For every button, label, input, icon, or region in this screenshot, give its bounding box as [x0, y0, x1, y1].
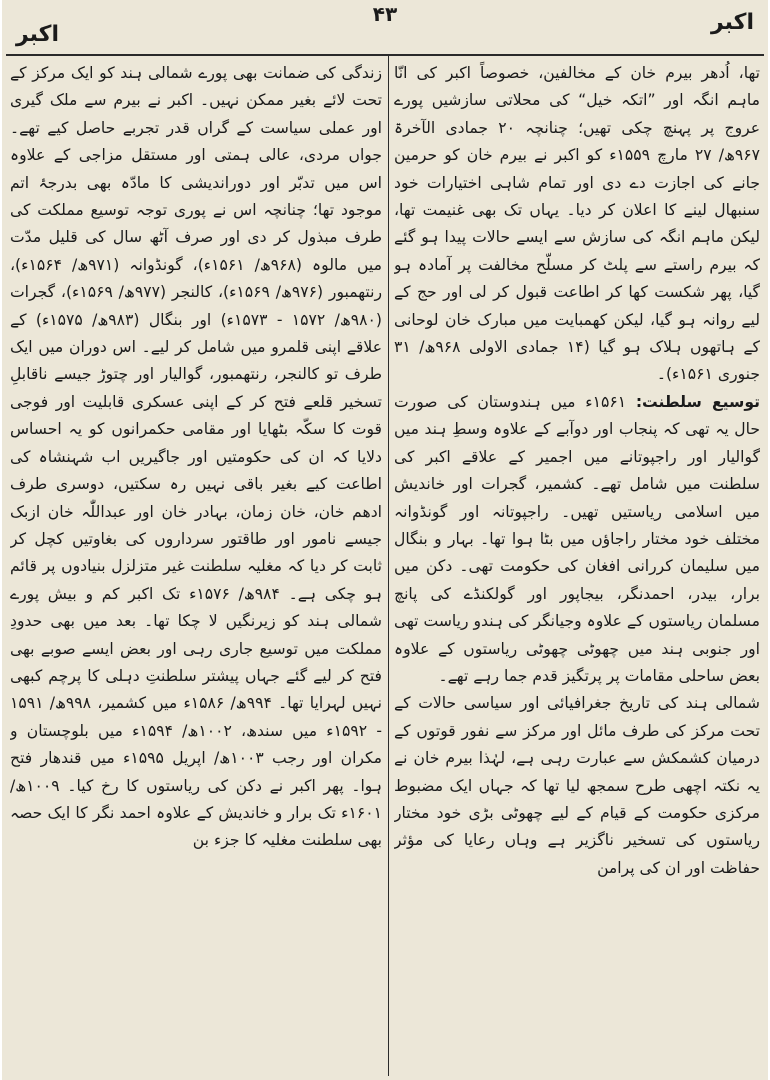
running-head-right: اکبر — [710, 10, 754, 35]
running-head-left: اکبر — [16, 22, 60, 47]
scanned-page — [2, 0, 768, 1080]
right-column — [394, 60, 760, 1072]
left-column — [10, 60, 382, 1072]
right-paragraph-1: تھا، اُدھر بیرم خان کے مخالفین، خصوصاً اکبر کی انّا ماہم انگہ اور ”اتکہ خیل“ کی محلاتی سازشیں پورے عروج پر پہنچ چکی تھیں؛ چنانچہ ۲۰ جمادی الآخرۃ ۹۶۷ھ/ ۲۷ مارچ ۱۵۵۹ء کو اکبر نے بیرم خان کو حرمین جانے کی اجازت دے دی اور تمام شاہی اختیارات خود سنبھال لینے کا اعلان کر دیا۔ یہاں تک بھی غنیمت تھا، لیکن ماہم انگہ کی سازش سے ایسے حالات پیدا ہو گئے کہ بیرم راستے سے پلٹ کر مسلّح مخالفت پر آمادہ ہو گیا، پھر شکست کھا کر اطاعت قبول کر لی اور حج کے لیے روانہ ہو گیا، لیکن کھمبایت میں مبارک خان لوحانی کے ہاتھوں ہلاک ہو گیا (۱۴ جمادی الاولی ۹۶۸ھ/ ۳۱ جنوری ۱۵۶۱ء)۔ — [394, 64, 760, 384]
page-number: ۴۳ — [372, 2, 398, 26]
section-paragraph — [394, 389, 760, 690]
right-paragraph-2: ۱۵۶۱ء میں ہندوستان کی صورت حال یہ تھی کہ پنجاب اور دوآبے کے علاوہ وسطِ ہند میں گوالیار اور راجپوتانے میں اجمیر کے علاقے اکبر کی سلطنت میں شامل تھے۔ کشمیر، گجرات اور خاندیش میں اسلامی ریاستیں تھیں۔ راجپوتانہ اور گونڈوانہ مختلف خود مختار راجاؤں میں بٹا ہوا تھا۔ بہار و بنگال میں سلیمان کررانی افغان کی حکومت تھی۔ دکن میں برار، بیدر، احمدنگر، بیجاپور اور گولکنڈے کی پانچ مسلمان ریاستوں کے علاوہ وجیانگر کی ہندو ریاست تھی اور جنوبی ہند میں چھوٹی چھوٹی ریاستوں کے علاوہ بعض ساحلی مقامات پر پرتگیز قدم جما رہے تھے۔ — [394, 392, 760, 685]
column-divider — [388, 56, 389, 1076]
right-paragraph-3: شمالی ہند کی تاریخ جغرافیائی اور سیاسی حالات کے تحت مرکز کی طرف مائل اور مرکز سے نفور قوتوں کے درمیان کشمکش سے عبارت رہی ہے، لہٰذا بیرم خان نے یہ نکتہ اچھی طرح سمجھ لیا تھا کہ جہاں ایک مضبوط مرکزی حکومت کے قیام کے لیے چھوٹی بڑی خود مختار ریاستوں کی تسخیر ناگزیر ہے وہاں رعایا کی مؤثر حفاظت اور ان کی پرامن — [394, 694, 760, 877]
header-rule — [6, 54, 764, 56]
left-paragraph-1: زندگی کی ضمانت بھی پورے شمالی ہند کو ایک مرکز کے تحت لائے بغیر ممکن نہیں۔ اکبر نے بیرم سے ملک گیری اور عملی سیاست کے گراں قدر تجربے حاصل کیے تھے۔ جواں مردی، عالی ہمتی اور مستقل مزاجی کے علاوہ اس میں تدبّر اور دوراندیشی کا مادّہ بھی بدرجۂ اتم موجود تھا؛ چنانچہ اس نے پوری توجہ توسیع مملکت کی طرف مبذول کر دی اور صرف آٹھ سال کی قلیل مدّت میں مالوہ (۹۶۸ھ/ ۱۵۶۱ء)، گونڈوانہ (۹۷۱ھ/ ۱۵۶۴ء)، رنتھمبور (۹۷۶ھ/ ۱۵۶۹ء)، کالنجر (۹۷۷ھ/ ۱۵۶۹ء)، گجرات (۹۸۰ھ/ ۱۵۷۲ - ۱۵۷۳ء) اور بنگال (۹۸۳ھ/ ۱۵۷۵ء) کے علاقے اپنی قلمرو میں شامل کر لیے۔ اس دوران میں ایک طرف تو کالنجر، رنتھمبور، گوالیار اور چتوڑ جیسے ناقابلِ تسخیر قلعے فتح کر کے اپنی عسکری قابلیت اور فوجی قوت کا سکّہ بٹھایا اور مقامی حکمرانوں کو یہ احساس دلایا کہ ان کی حکومتیں اور جاگیریں اب شہنشاہ کی اطاعت کیے بغیر باقی نہیں رہ سکتیں، دوسری طرف ادھم خان، خان زمان، بہادر خان اور عبداللّٰہ خان ازبک جیسے نامور اور طاقتور سرداروں کی بغاوتیں کچل کر ثابت کر دیا کہ مغلیہ سلطنت غیر متزلزل بنیادوں پر قائم ہو چکی ہے۔ ۹۸۴ھ/ ۱۵۷۶ء تک اکبر کم و بیش پورے شمالی ہند کو زیرنگیں لا چکا تھا۔ بعد میں بھی حدودِ مملکت میں توسیع جاری رہی اور بعض ایسے صوبے بھی فتح کر لیے گئے جہاں پیشتر سلطنتِ دہلی کا پرچم کبھی نہیں لہرایا تھا۔ ۹۹۴ھ/ ۱۵۸۶ء میں کشمیر، ۹۹۸ھ/ ۱۵۹۱ - ۱۵۹۲ء میں سندھ، ۱۰۰۲ھ/ ۱۵۹۴ء میں بلوچستان و مکران اور رجب ۱۰۰۳ھ/ اپریل ۱۵۹۵ء میں قندھار فتح ہوا۔ پھر اکبر نے دکن کی ریاستوں کا رخ کیا۔ ۱۰۰۹ھ/ ۱۶۰۱ء تک برار و خاندیش کے علاوہ احمد نگر کا ایک حصہ بھی سلطنت مغلیہ کا جزء بن — [10, 64, 382, 850]
section-heading: توسیع سلطنت: — [635, 392, 760, 411]
